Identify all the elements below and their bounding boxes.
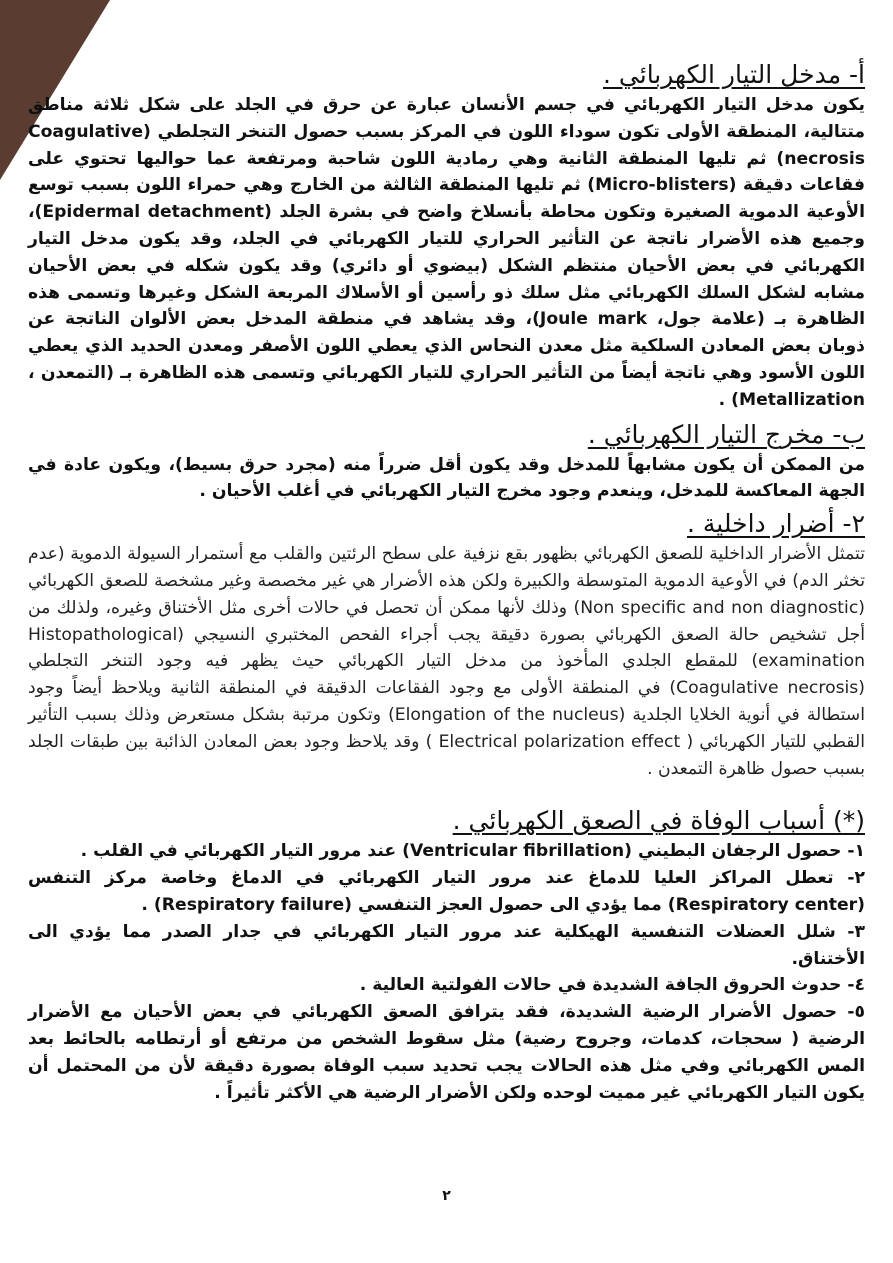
paragraph-internal-damage: تتمثل الأضرار الداخلية للصعق الكهربائي بظهور بقع نزفية على سطح الرئتين والقلب مع أستمرار السيولة الدموية (عدم تخثر الدم) في الأوعية الدموية المتوسطة والكبيرة ولكن هذه الأضرار هي غير مخصصة وغير مشخصة للصعق الكهربائي (Non specific and non diagnostic) وذلك لأنها ممكن أن تحصل في حالات أخرى مثل الأختناق وغيره، ولذلك من أجل تشخيص حالة الصعق الكهربائي بصورة دقيقة يجب أجراء الفحص المختبري النسيجي (Histopathological examination) للمقطع الجلدي المأخوذ من مدخل التيار الكهربائي حيث يظهر فيه وجود التنخر التجلطي (Coagulative necrosis) في المنطقة الأولى مع وجود الفقاعات الدقيقة في المنطقة الثانية ويلاحظ أيضاً وجود استطالة في أنوية الخلايا الجلدية (Elongation of the nucleus) وتكون مرتبة بشكل مستعرض وذلك بسبب التأثير القطبي للتيار الكهربائي ( Electrical polarization effect ) وقد يلاحظ وجود بعض المعادن الذائبة بين طبقات الجلد بسبب حصول ظاهرة التمعدن . <box>28 544 865 779</box>
section-entry-point <box>28 58 865 414</box>
document-page <box>28 58 865 1106</box>
paragraph-entry-point: يكون مدخل التيار الكهربائي في جسم الأنسان عبارة عن حرق في الجلد على شكل ثلاثة مناطق متتالية، المنطقة الأولى تكون سوداء اللون في المركز بسبب حصول التنخر التجلطي (Coagulative necrosis) ثم تليها المنطقة الثانية وهي رمادية اللون شاحبة ومرتفعة عما حواليها تحتوي على فقاعات دقيقة (Micro-blisters) ثم تليها المنطقة الثالثة من الخارج وهي حمراء اللون بسبب توسع الأوعية الدموية الصغيرة وتكون محاطة بأنسلاخ واضح في بشرة الجلد (Epidermal detachment)، وجميع هذه الأضرار ناتجة عن التأثير الحراري للتيار الكهربائي في الجلد، وقد يكون مدخل التيار الكهربائي في بعض الأحيان منتظم الشكل (بيضوي أو دائري) وقد يكون شكله في بعض الأحيان مشابه لشكل السلك الكهربائي مثل سلك ذو رأسين أو الأسلاك المربعة الشكل وغيرها وتسمى هذه الظاهرة بـ (علامة جول، Joule mark)، وقد يشاهد في منطقة المدخل بعض الألوان الناتجة عن ذوبان بعض المعادن السلكية مثل معدن النحاس الذي يعطي اللون الأصفر ومعدن الحديد الذي يعطي اللون الأسود وهي ناتجة أيضاً من التأثير الحراري للتيار الكهربائي وتسمى هذه الظاهرة بـ (التمعدن ، Metallization) . <box>28 95 865 410</box>
heading-entry-point: أ- مدخل التيار الكهربائي . <box>603 60 865 89</box>
list-item: ١- حصول الرجفان البطيني (Ventricular fibrillation) عند مرور التيار الكهربائي في القلب . <box>80 841 865 862</box>
heading-exit-point: ب- مخرج التيار الكهربائي . <box>587 419 865 449</box>
list-item: ٥- حصول الأضرار الرضية الشديدة، فقد يترافق الصعق الكهربائي في بعض الأحيان مع الأضرار الرضية ( سحجات، كدمات، وجروح رضية) مثل سقوط الشخص من مرتفع أو أرتطامه بالحائط بعد المس الكهربائي وفي مثل هذه الحالات يجب تحديد سبب الوفاة بصورة دقيقة لأن من المحتمل أن يكون التيار الكهربائي غير مميت لوحده ولكن الأضرار الرضية هي الأكثر تأثيراً . <box>28 1002 865 1103</box>
section-internal-damage <box>28 507 865 782</box>
section-exit-point <box>28 418 865 506</box>
page-number: ٢ <box>442 1188 451 1204</box>
paragraph-exit-point: من الممكن أن يكون مشابهاً للمدخل وقد يكون أقل ضرراً منه (مجرد حرق بسيط)، ويكون عادة في الجهة المعاكسة للمدخل، وينعدم وجود مخرج التيار الكهربائي في أغلب الأحيان . <box>28 454 865 502</box>
causes-list <box>28 838 865 1106</box>
heading-internal-damage: ٢- أضرار داخلية . <box>687 509 865 539</box>
list-item: ٤- حدوث الحروق الجافة الشديدة في حالات الفولتية العالية . <box>359 975 865 996</box>
section-causes-of-death <box>28 804 865 1106</box>
heading-causes-of-death: (*) أسباب الوفاة في الصعق الكهربائي . <box>452 806 865 836</box>
list-item: ٣- شلل العضلات التنفسية الهيكلية عند مرور التيار الكهربائي في جدار الصدر مما يؤدي الى الأختناق. <box>28 921 865 969</box>
list-item: ٢- تعطل المراكز العليا للدماغ عند مرور التيار الكهربائي في الدماغ وخاصة مركز التنفس (Respiratory center) مما يؤدي الى حصول العجز التنفسي (Respiratory failure) . <box>28 868 865 915</box>
